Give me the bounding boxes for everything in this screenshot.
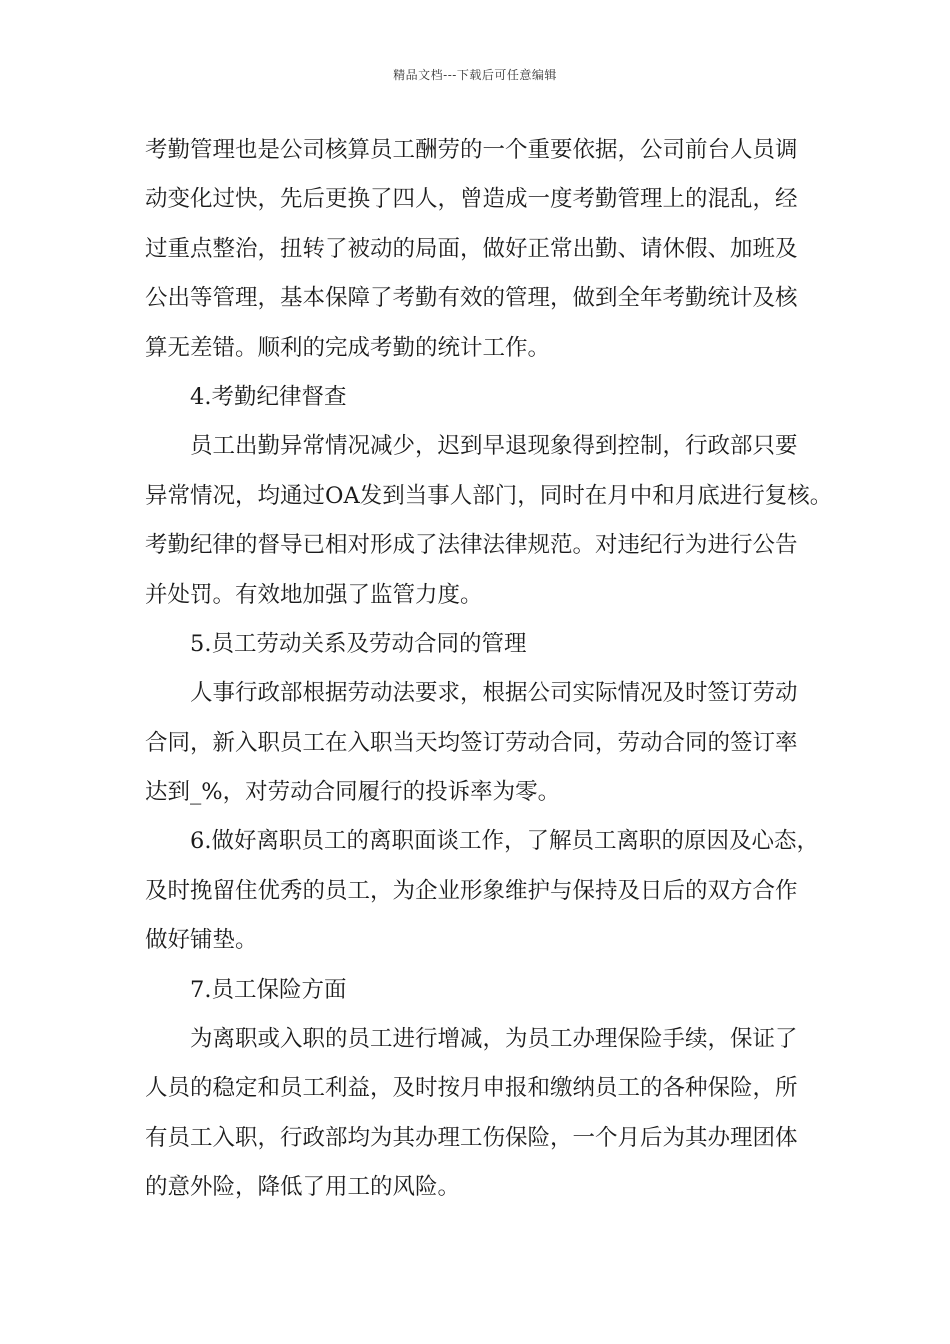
paragraph-line: 有员工入职，行政部均为其办理工伤保险，一个月后为其办理团体 (145, 1124, 798, 1151)
document-body (145, 126, 833, 1213)
paragraph-line: 人员的稳定和员工利益，及时按月申报和缴纳员工的各种保险，所 (145, 1075, 798, 1102)
paragraph-line: 考勤管理也是公司核算员工酬劳的一个重要依据，公司前台人员调 (145, 137, 798, 163)
page-header: 精品文档---下载后可任意编辑 (393, 68, 557, 82)
paragraph-line: 员工出勤异常情况减少，迟到早退现象得到控制，行政部只要 (190, 433, 798, 460)
paragraph-line: 及时挽留住优秀的员工，为企业形象维护与保持及日后的双方合作 (145, 877, 798, 904)
paragraph-line: 算无差错。顺利的完成考勤的统计工作。 (145, 334, 551, 361)
paragraph-line: 动变化过快，先后更换了四人，曾造成一度考勤管理上的混乱，经 (145, 186, 798, 213)
paragraph-line: 并处罚。有效地加强了监管力度。 (145, 581, 483, 608)
paragraph-line: 过重点整治，扭转了被动的局面，做好正常出勤、请休假、加班及 (145, 235, 798, 262)
paragraph-line: 达到_%，对劳动合同履行的投诉率为零。 (145, 779, 561, 806)
paragraph-line: 公出等管理，基本保障了考勤有效的管理，做到全年考勤统计及核 (145, 285, 798, 312)
paragraph-line: 人事行政部根据劳动法要求，根据公司实际情况及时签订劳动 (190, 680, 798, 707)
section-heading: 4.考勤纪律督查 (190, 383, 347, 410)
paragraph-line: 的意外险，降低了用工的风险。 (145, 1174, 461, 1201)
paragraph-line: 为离职或入职的员工进行增减，为员工办理保险手续，保证了 (190, 1026, 798, 1053)
section-heading: 5.员工劳动关系及劳动合同的管理 (190, 630, 527, 657)
paragraph-line: 考勤纪律的督导已相对形成了法律法律规范。对违纪行为进行公告 (145, 532, 798, 559)
paragraph-line: 做好铺垫。 (145, 927, 258, 954)
section-heading: 6.做好离职员工的离职面谈工作，了解员工离职的原因及心态， (190, 828, 819, 855)
paragraph-line: 异常情况，均通过OA发到当事人部门，同时在月中和月底进行复核。 (145, 482, 833, 509)
paragraph-line: 合同，新入职员工在入职当天均签订劳动合同，劳动合同的签订率 (145, 729, 798, 756)
section-heading: 7.员工保险方面 (190, 976, 347, 1003)
